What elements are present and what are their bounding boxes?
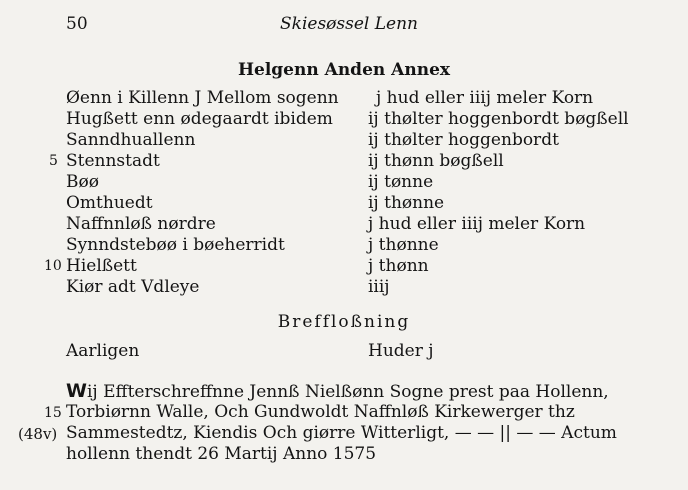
annual-value: Huder j — [368, 341, 434, 361]
annual-label: Aarligen — [66, 341, 140, 361]
folio-reference: (48v) — [18, 425, 58, 443]
entry-name: Hugßett enn ødegaardt ibidem — [66, 109, 333, 129]
paragraph-line: Sammestedtz, Kiendis Och giørre Witterligt, — — || — — Actum — [66, 423, 617, 443]
entry-value: ij thølter hoggenbordt bøgßell — [368, 109, 629, 129]
page-number: 50 — [66, 14, 88, 34]
line-number: 10 — [44, 258, 62, 274]
drop-initial: W — [66, 380, 87, 402]
entry-name: Stennstadt — [66, 151, 160, 171]
paragraph-line: Torbiørnn Walle, Och Gundwoldt Naffnløß Kirkewerger thz — [66, 402, 575, 422]
entry-value: j thønne — [368, 235, 439, 255]
entry-name: Synndstebøø i bøeherridt — [66, 235, 285, 255]
entry-name: Øenn i Killenn J Mellom sogenn — [66, 88, 339, 108]
paragraph-line — [66, 381, 648, 403]
entry-name: Hielßett — [66, 256, 137, 276]
line-number: 15 — [44, 405, 62, 421]
entry-value: ij thønn bøgßell — [368, 151, 504, 171]
entry-name: Sanndhuallenn — [66, 130, 196, 150]
entry-name: Omthuedt — [66, 193, 153, 213]
entry-value: ij thølter hoggenbordt — [368, 130, 559, 150]
paragraph-text: ij Effterschreffnne Jennß Nielßønn Sogne prest paa Hollenn, — [86, 382, 609, 402]
entry-name: Bøø — [66, 172, 99, 192]
entry-value: ij thønne — [368, 193, 445, 213]
entry-value: ij tønne — [368, 172, 434, 192]
entry-name: Kiør adt Vdleye — [66, 277, 200, 297]
paragraph-line: hollenn thendt 26 Martij Anno 1575 — [66, 444, 377, 464]
entry-value: iiij — [368, 277, 390, 297]
subheading: Breffloßning — [277, 312, 411, 332]
line-number: 5 — [49, 153, 58, 169]
entry-value: j thønn — [368, 256, 429, 276]
entry-name: Naffnnløß nørdre — [66, 214, 216, 234]
entry-value: j hud eller iiij meler Korn — [376, 88, 594, 108]
running-title: Skiesøssel Lenn — [280, 14, 419, 34]
section-title: Helgenn Anden Annex — [237, 60, 451, 80]
entry-value: j hud eller iiij meler Korn — [368, 214, 586, 234]
